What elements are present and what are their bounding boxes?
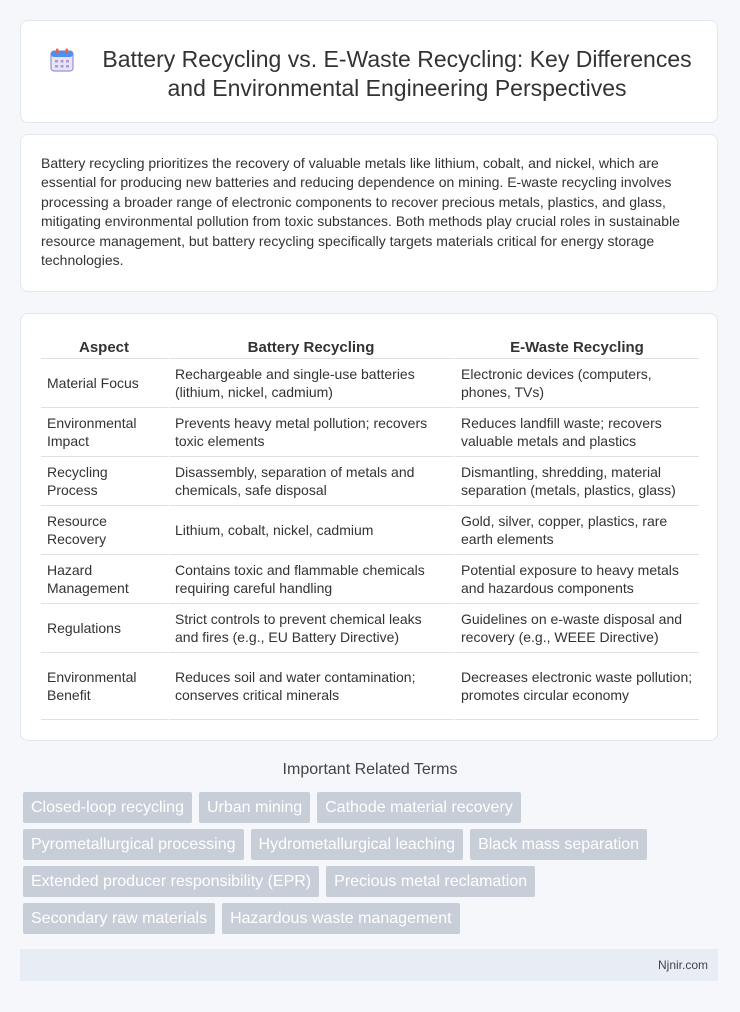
ewaste-cell: Dismantling, shredding, material separation (metals, plastics, glass) <box>455 457 699 506</box>
related-term-tag[interactable]: Black mass separation <box>470 829 647 860</box>
table-row <box>41 457 699 506</box>
page-title: Battery Recycling vs. E-Waste Recycling: Key Differences and Environmental Engineering Perspectives <box>102 46 692 101</box>
related-term-tag[interactable]: Hydrometallurgical leaching <box>251 829 464 860</box>
aspect-cell: Material Focus <box>41 359 169 408</box>
aspect-cell: Recycling Process <box>41 457 169 506</box>
header-aspect: Aspect <box>41 334 169 359</box>
ewaste-cell: Reduces landfill waste; recovers valuable metals and plastics <box>455 408 699 457</box>
related-term-tag[interactable]: Closed-loop recycling <box>23 792 192 823</box>
related-term-tag[interactable]: Hazardous waste management <box>222 903 459 934</box>
tag-row <box>23 792 703 823</box>
footer-site-link[interactable]: Njnir.com <box>657 958 708 972</box>
ewaste-cell: Electronic devices (computers, phones, TVs) <box>455 359 699 408</box>
related-term-tag[interactable]: Pyrometallurgical processing <box>23 829 244 860</box>
table-row <box>41 555 699 604</box>
table-row <box>41 359 699 408</box>
related-term-tag[interactable]: Precious metal reclamation <box>326 866 535 897</box>
battery-cell: Rechargeable and single-use batteries (lithium, nickel, cadmium) <box>169 359 455 408</box>
header-ewaste: E-Waste Recycling <box>455 334 699 359</box>
footer <box>20 949 718 981</box>
tag-row <box>23 829 703 860</box>
battery-cell: Strict controls to prevent chemical leaks and fires (e.g., EU Battery Directive) <box>169 604 455 653</box>
title-card <box>20 20 718 123</box>
table-row <box>41 506 699 555</box>
ewaste-cell: Potential exposure to heavy metals and hazardous components <box>455 555 699 604</box>
related-terms-heading: Important Related Terms <box>282 761 458 778</box>
calendar-icon <box>49 47 75 73</box>
table-row <box>41 653 699 720</box>
battery-cell: Lithium, cobalt, nickel, cadmium <box>169 506 455 555</box>
aspect-cell: Resource Recovery <box>41 506 169 555</box>
aspect-cell: Regulations <box>41 604 169 653</box>
battery-cell: Disassembly, separation of metals and chemicals, safe disposal <box>169 457 455 506</box>
tag-row <box>23 903 703 934</box>
ewaste-cell: Decreases electronic waste pollution; promotes circular economy <box>455 653 699 720</box>
table-header-row <box>41 334 699 359</box>
battery-cell: Reduces soil and water contamination; conserves critical minerals <box>169 653 455 720</box>
header-battery: Battery Recycling <box>169 334 455 359</box>
related-terms <box>23 792 703 940</box>
table-row <box>41 408 699 457</box>
comparison-table <box>41 334 699 720</box>
aspect-cell: Hazard Management <box>41 555 169 604</box>
battery-cell: Contains toxic and flammable chemicals requiring careful handling <box>169 555 455 604</box>
related-term-tag[interactable]: Urban mining <box>199 792 310 823</box>
aspect-cell: Environmental Benefit <box>41 653 169 720</box>
ewaste-cell: Guidelines on e-waste disposal and recovery (e.g., WEEE Directive) <box>455 604 699 653</box>
tag-row <box>23 866 703 897</box>
comparison-card <box>20 313 718 741</box>
related-term-tag[interactable]: Cathode material recovery <box>317 792 521 823</box>
intro-text: Battery recycling prioritizes the recovery of valuable metals like lithium, cobalt, and nickel, which are essential for producing new batteries and reducing dependence on mining. E-waste recycling involves processing a broader range of electronic components to recover precious metals, plastics, and glass, mitigating environmental pollution from toxic substances. Both methods play crucial roles in sustainable resource management, but battery recycling specifically targets materials critical for energy storage technologies. <box>41 155 680 269</box>
aspect-cell: Environmental Impact <box>41 408 169 457</box>
intro-card <box>20 134 718 292</box>
battery-cell: Prevents heavy metal pollution; recovers toxic elements <box>169 408 455 457</box>
related-term-tag[interactable]: Secondary raw materials <box>23 903 215 934</box>
ewaste-cell: Gold, silver, copper, plastics, rare earth elements <box>455 506 699 555</box>
table-row <box>41 604 699 653</box>
related-term-tag[interactable]: Extended producer responsibility (EPR) <box>23 866 319 897</box>
